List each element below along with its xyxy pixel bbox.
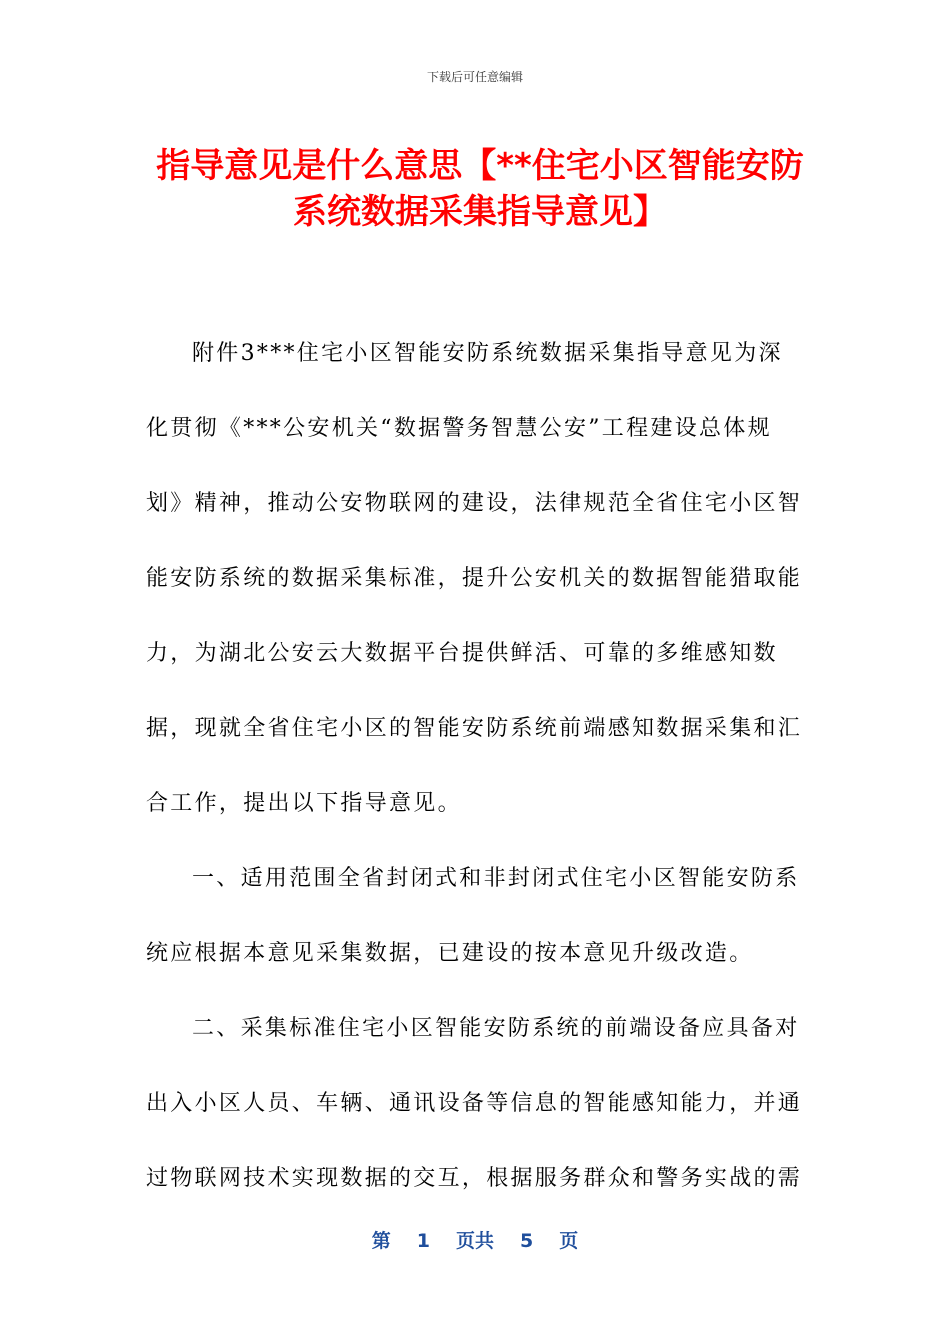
footer-total-pages: 5 bbox=[520, 1230, 534, 1252]
paragraph-standard: 二、采集标准住宅小区智能安防系统的前端设备应具备对出入小区人员、车辆、通讯设备等信息的智能感知能力，并通过物联网技术实现数据的交互，根据服务群众和警务实战的需 bbox=[146, 1016, 803, 1191]
footer-prefix: 第 bbox=[371, 1230, 391, 1252]
footer-mid: 页共 bbox=[455, 1230, 494, 1252]
footer-current-page: 1 bbox=[416, 1230, 430, 1252]
header-note: 下载后可任意编辑 bbox=[426, 70, 523, 84]
footer-suffix: 页 bbox=[559, 1230, 579, 1252]
document-title: 指导意见是什么意思【**住宅小区智能安防系统数据采集指导意见】 bbox=[156, 146, 804, 232]
paragraph-scope: 一、适用范围全省封闭式和非封闭式住宅小区智能安防系统应根据本意见采集数据，已建设的按本意见升级改造。 bbox=[146, 866, 800, 966]
document-body bbox=[146, 316, 806, 1216]
paragraph-intro: 附件3***住宅小区智能安防系统数据采集指导意见为深化贯彻《***公安机关“数据警务智慧公安”工程建设总体规划》精神，推动公安物联网的建设，法律规范全省住宅小区智能安防系统的数据采集标准，提升公安机关的数据智能猎取能力，为湖北公安云大数据平台提供鲜活、可靠的多维感知数据，现就全省住宅小区的智能安防系统前端感知数据采集和汇合工作，提出以下指导意见。 bbox=[146, 341, 803, 816]
page-footer bbox=[0, 1226, 950, 1253]
